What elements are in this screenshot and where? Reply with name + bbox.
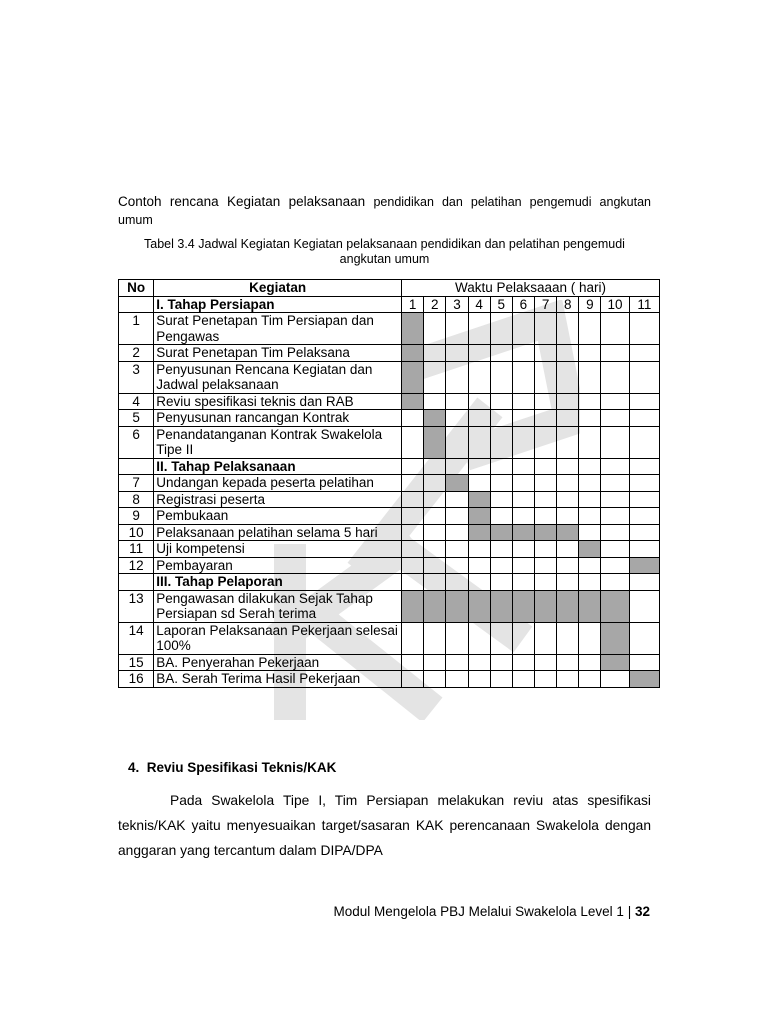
schedule-cell <box>402 557 424 574</box>
table-header-row <box>119 280 660 297</box>
schedule-cell <box>557 345 579 362</box>
schedule-cell <box>490 671 512 688</box>
table-row <box>119 508 660 525</box>
schedule-cell <box>424 313 446 345</box>
schedule-cell <box>424 622 446 654</box>
schedule-cell-filled <box>446 590 468 622</box>
day-cell <box>468 458 490 475</box>
day-cell <box>490 574 512 591</box>
schedule-cell <box>601 426 629 458</box>
schedule-cell <box>629 491 659 508</box>
schedule-cell <box>557 557 579 574</box>
schedule-cell <box>629 654 659 671</box>
schedule-cell <box>512 491 534 508</box>
table-row <box>119 426 660 458</box>
schedule-cell <box>402 671 424 688</box>
schedule-cell <box>468 313 490 345</box>
activity-name: BA. Penyerahan Pekerjaan <box>154 654 402 671</box>
schedule-cell <box>468 654 490 671</box>
schedule-cell <box>468 426 490 458</box>
table-caption: Tabel 3.4 Jadwal Kegiatan Kegiatan pelaksanaan pendidikan dan pelatihan pengemudi angkutan umum <box>144 237 625 266</box>
stage-no-cell <box>119 574 154 591</box>
row-number: 3 <box>119 361 154 393</box>
day-header: 6 <box>512 296 534 313</box>
row-number: 12 <box>119 557 154 574</box>
schedule-cell <box>579 410 601 427</box>
activity-name: Surat Penetapan Tim Persiapan dan Pengawas <box>154 313 402 345</box>
stage-row <box>119 574 660 591</box>
row-number: 14 <box>119 622 154 654</box>
schedule-cell <box>535 426 557 458</box>
schedule-cell <box>512 541 534 558</box>
section-paragraph: Pada Swakelola Tipe I, Tim Persiapan melakukan reviu atas spesifikasi teknis/KAK yaitu menyesuaikan target/sasaran KAK perencanaan Swakelola dengan anggaran yang tercantum dalam DIPA/DPA <box>118 793 651 858</box>
stage-row <box>119 296 660 313</box>
stage-title: III. Tahap Pelaporan <box>154 574 402 591</box>
schedule-cell <box>512 313 534 345</box>
table-row <box>119 410 660 427</box>
schedule-cell <box>512 557 534 574</box>
day-cell <box>512 574 534 591</box>
schedule-cell <box>402 475 424 492</box>
schedule-cell-filled <box>535 590 557 622</box>
day-cell <box>601 574 629 591</box>
schedule-cell <box>402 491 424 508</box>
schedule-cell-filled <box>629 557 659 574</box>
row-number: 4 <box>119 393 154 410</box>
schedule-cell <box>446 491 468 508</box>
day-header: 3 <box>446 296 468 313</box>
schedule-cell <box>629 345 659 362</box>
day-cell <box>579 574 601 591</box>
schedule-cell <box>535 508 557 525</box>
schedule-cell <box>535 410 557 427</box>
schedule-cell <box>446 654 468 671</box>
activity-name: Laporan Pelaksanaan Pekerjaan selesai 100% <box>154 622 402 654</box>
schedule-cell <box>446 361 468 393</box>
day-cell <box>490 458 512 475</box>
table-row <box>119 671 660 688</box>
schedule-cell-filled <box>601 590 629 622</box>
schedule-cell <box>512 410 534 427</box>
schedule-cell-filled <box>402 590 424 622</box>
schedule-cell <box>629 361 659 393</box>
schedule-cell <box>402 426 424 458</box>
schedule-cell <box>601 475 629 492</box>
schedule-cell <box>579 654 601 671</box>
activity-name: BA. Serah Terima Hasil Pekerjaan <box>154 671 402 688</box>
schedule-cell <box>490 313 512 345</box>
schedule-cell <box>557 426 579 458</box>
table-row <box>119 557 660 574</box>
activity-name: Uji kompetensi <box>154 541 402 558</box>
section-heading <box>128 760 336 775</box>
row-number: 7 <box>119 475 154 492</box>
table-row <box>119 654 660 671</box>
schedule-cell <box>402 541 424 558</box>
schedule-cell <box>490 508 512 525</box>
schedule-cell <box>579 491 601 508</box>
activity-name: Reviu spesifikasi teknis dan RAB <box>154 393 402 410</box>
stage-title: I. Tahap Persiapan <box>154 296 402 313</box>
schedule-cell-filled <box>490 590 512 622</box>
day-cell <box>468 574 490 591</box>
schedule-cell <box>424 345 446 362</box>
schedule-cell <box>601 541 629 558</box>
schedule-cell <box>535 313 557 345</box>
schedule-cell-filled <box>535 524 557 541</box>
schedule-cell <box>629 393 659 410</box>
schedule-cell <box>579 475 601 492</box>
schedule-cell <box>535 671 557 688</box>
day-header: 5 <box>490 296 512 313</box>
schedule-cell-filled <box>629 671 659 688</box>
schedule-cell <box>468 361 490 393</box>
schedule-cell <box>557 541 579 558</box>
day-header: 8 <box>557 296 579 313</box>
table-row <box>119 475 660 492</box>
day-cell <box>601 458 629 475</box>
schedule-cell <box>535 491 557 508</box>
schedule-cell <box>446 524 468 541</box>
schedule-cell <box>601 361 629 393</box>
day-header: 2 <box>424 296 446 313</box>
day-header: 9 <box>579 296 601 313</box>
schedule-cell <box>512 622 534 654</box>
schedule-cell <box>579 313 601 345</box>
page-number: 32 <box>634 904 650 919</box>
activity-name: Pembayaran <box>154 557 402 574</box>
day-header: 7 <box>535 296 557 313</box>
table-row <box>119 313 660 345</box>
schedule-cell-filled <box>601 622 629 654</box>
activity-name: Registrasi peserta <box>154 491 402 508</box>
schedule-cell <box>402 654 424 671</box>
schedule-cell <box>490 393 512 410</box>
schedule-cell <box>535 654 557 671</box>
day-header: 1 <box>402 296 424 313</box>
day-cell <box>512 458 534 475</box>
stage-no-cell <box>119 458 154 475</box>
schedule-cell <box>629 410 659 427</box>
stage-row <box>119 458 660 475</box>
schedule-cell <box>512 426 534 458</box>
schedule-cell-filled <box>468 508 490 525</box>
day-cell <box>535 574 557 591</box>
schedule-cell-filled <box>424 426 446 458</box>
day-header: 11 <box>629 296 659 313</box>
schedule-cell <box>512 393 534 410</box>
day-cell <box>629 458 659 475</box>
schedule-cell-filled <box>468 590 490 622</box>
row-number: 1 <box>119 313 154 345</box>
schedule-cell-filled <box>601 654 629 671</box>
schedule-cell <box>446 557 468 574</box>
schedule-cell <box>468 622 490 654</box>
schedule-cell-filled <box>557 590 579 622</box>
schedule-cell <box>490 654 512 671</box>
table-row <box>119 590 660 622</box>
schedule-cell-filled <box>402 313 424 345</box>
schedule-cell <box>579 622 601 654</box>
schedule-cell <box>579 557 601 574</box>
schedule-cell <box>490 622 512 654</box>
schedule-cell <box>468 475 490 492</box>
row-number: 13 <box>119 590 154 622</box>
schedule-cell <box>446 508 468 525</box>
schedule-cell <box>629 313 659 345</box>
table-row <box>119 361 660 393</box>
activity-name: Pembukaan <box>154 508 402 525</box>
schedule-cell <box>468 541 490 558</box>
schedule-cell <box>446 671 468 688</box>
schedule-cell <box>446 345 468 362</box>
schedule-cell-filled <box>468 524 490 541</box>
schedule-cell <box>579 426 601 458</box>
schedule-cell-filled <box>579 590 601 622</box>
activity-name: Pelaksanaan pelatihan selama 5 hari <box>154 524 402 541</box>
schedule-cell <box>557 393 579 410</box>
schedule-cell <box>512 671 534 688</box>
schedule-cell-filled <box>512 524 534 541</box>
schedule-cell-filled <box>579 541 601 558</box>
table-row <box>119 524 660 541</box>
schedule-cell <box>579 524 601 541</box>
schedule-cell <box>557 410 579 427</box>
header-no: No <box>119 280 154 297</box>
schedule-cell <box>579 361 601 393</box>
schedule-cell <box>446 393 468 410</box>
schedule-cell-filled <box>512 590 534 622</box>
schedule-cell <box>402 410 424 427</box>
schedule-cell <box>490 410 512 427</box>
schedule-cell <box>557 654 579 671</box>
intro-small-text: pendidikan dan pelatihan pengemudi angkutan umum <box>118 195 651 227</box>
schedule-cell <box>490 426 512 458</box>
schedule-cell <box>557 671 579 688</box>
schedule-table <box>118 279 660 688</box>
schedule-cell <box>601 313 629 345</box>
schedule-cell-filled <box>557 524 579 541</box>
schedule-cell-filled <box>468 491 490 508</box>
schedule-cell-filled <box>424 410 446 427</box>
day-header: 4 <box>468 296 490 313</box>
schedule-cell <box>629 524 659 541</box>
schedule-cell <box>535 475 557 492</box>
schedule-cell <box>601 410 629 427</box>
activity-name: Pengawasan dilakukan Sejak Tahap Persiapan sd Serah terima <box>154 590 402 622</box>
activity-name: Surat Penetapan Tim Pelaksana <box>154 345 402 362</box>
schedule-cell <box>490 541 512 558</box>
schedule-cell <box>424 491 446 508</box>
stage-no-cell <box>119 296 154 313</box>
schedule-cell <box>490 475 512 492</box>
schedule-cell <box>402 524 424 541</box>
schedule-cell <box>490 345 512 362</box>
schedule-cell <box>424 557 446 574</box>
day-cell <box>557 458 579 475</box>
table-row <box>119 491 660 508</box>
day-cell <box>446 574 468 591</box>
schedule-cell <box>446 541 468 558</box>
table-row <box>119 541 660 558</box>
schedule-cell <box>512 508 534 525</box>
schedule-cell <box>557 622 579 654</box>
schedule-cell <box>490 557 512 574</box>
row-number: 2 <box>119 345 154 362</box>
schedule-cell <box>535 557 557 574</box>
schedule-cell <box>557 313 579 345</box>
schedule-cell <box>424 508 446 525</box>
schedule-cell <box>557 475 579 492</box>
day-header: 10 <box>601 296 629 313</box>
schedule-cell <box>535 361 557 393</box>
table-row <box>119 393 660 410</box>
activity-name: Penandatanganan Kontrak Swakelola Tipe II <box>154 426 402 458</box>
schedule-cell <box>557 508 579 525</box>
schedule-cell <box>424 671 446 688</box>
schedule-cell <box>601 491 629 508</box>
schedule-cell <box>424 393 446 410</box>
schedule-cell <box>468 557 490 574</box>
schedule-cell <box>402 508 424 525</box>
schedule-cell <box>535 393 557 410</box>
schedule-cell <box>424 361 446 393</box>
day-cell <box>579 458 601 475</box>
table-row <box>119 345 660 362</box>
schedule-cell <box>601 508 629 525</box>
schedule-cell <box>601 524 629 541</box>
page-footer <box>334 904 650 919</box>
schedule-cell <box>490 491 512 508</box>
footer-module-title: Modul Mengelola PBJ Melalui Swakelola Level 1 | <box>333 904 632 919</box>
schedule-cell <box>468 393 490 410</box>
schedule-cell <box>424 654 446 671</box>
day-cell <box>629 574 659 591</box>
day-cell <box>402 574 424 591</box>
activity-name: Penyusunan Rencana Kegiatan dan Jadwal pelaksanaan <box>154 361 402 393</box>
schedule-cell <box>512 345 534 362</box>
schedule-cell <box>402 622 424 654</box>
schedule-cell <box>446 426 468 458</box>
row-number: 16 <box>119 671 154 688</box>
row-number: 8 <box>119 491 154 508</box>
schedule-cell <box>468 671 490 688</box>
intro-paragraph <box>118 193 651 229</box>
day-cell <box>424 574 446 591</box>
schedule-cell <box>535 622 557 654</box>
section-title: Reviu Spesifikasi Teknis/KAK <box>146 760 337 775</box>
schedule-cell-filled <box>402 345 424 362</box>
schedule-cell <box>424 475 446 492</box>
schedule-cell <box>446 313 468 345</box>
row-number: 9 <box>119 508 154 525</box>
schedule-cell <box>601 557 629 574</box>
schedule-cell <box>601 671 629 688</box>
schedule-cell <box>512 361 534 393</box>
section-number: 4. <box>128 760 140 775</box>
schedule-cell-filled <box>446 475 468 492</box>
row-number: 11 <box>119 541 154 558</box>
schedule-cell <box>629 590 659 622</box>
schedule-cell <box>424 524 446 541</box>
schedule-cell <box>579 671 601 688</box>
schedule-cell <box>468 410 490 427</box>
schedule-cell <box>446 410 468 427</box>
schedule-cell <box>535 541 557 558</box>
schedule-cell <box>629 426 659 458</box>
schedule-cell-filled <box>490 524 512 541</box>
table-row <box>119 622 660 654</box>
schedule-cell <box>446 622 468 654</box>
schedule-cell <box>629 475 659 492</box>
schedule-cell <box>490 361 512 393</box>
schedule-cell <box>579 345 601 362</box>
row-number: 15 <box>119 654 154 671</box>
schedule-cell-filled <box>402 393 424 410</box>
row-number: 5 <box>119 410 154 427</box>
schedule-cell <box>468 345 490 362</box>
schedule-cell-filled <box>402 361 424 393</box>
schedule-cell <box>557 491 579 508</box>
activity-name: Undangan kepada peserta pelatihan <box>154 475 402 492</box>
schedule-cell <box>629 622 659 654</box>
day-cell <box>402 458 424 475</box>
schedule-cell <box>601 345 629 362</box>
row-number: 6 <box>119 426 154 458</box>
intro-main-text: Contoh rencana Kegiatan pelaksanaan <box>118 194 366 209</box>
row-number: 10 <box>119 524 154 541</box>
schedule-cell <box>629 508 659 525</box>
stage-title: II. Tahap Pelaksanaan <box>154 458 402 475</box>
schedule-cell <box>535 345 557 362</box>
schedule-cell <box>512 654 534 671</box>
header-activity: Kegiatan <box>154 280 402 297</box>
header-time: Waktu Pelaksaaan ( hari) <box>402 280 660 297</box>
schedule-cell <box>579 393 601 410</box>
schedule-cell-filled <box>424 590 446 622</box>
activity-name: Penyusunan rancangan Kontrak <box>154 410 402 427</box>
day-cell <box>535 458 557 475</box>
day-cell <box>424 458 446 475</box>
day-cell <box>557 574 579 591</box>
schedule-cell <box>424 541 446 558</box>
schedule-cell <box>601 393 629 410</box>
schedule-cell <box>512 475 534 492</box>
schedule-cell <box>579 508 601 525</box>
schedule-cell <box>557 361 579 393</box>
schedule-cell <box>629 541 659 558</box>
day-cell <box>446 458 468 475</box>
